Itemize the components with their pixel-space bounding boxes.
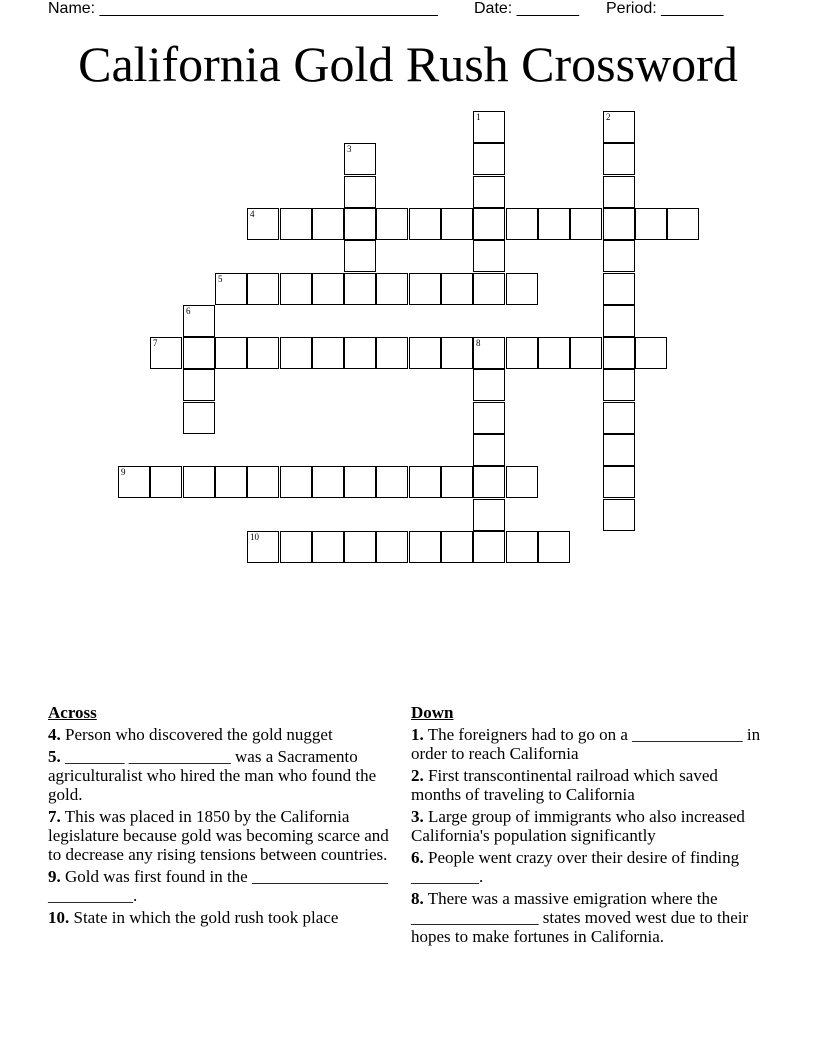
crossword-cell[interactable] xyxy=(473,337,505,369)
clue-across-9 xyxy=(48,867,404,905)
crossword-cell[interactable] xyxy=(603,208,635,240)
crossword-cell[interactable] xyxy=(603,305,635,337)
crossword-cell[interactable] xyxy=(570,208,602,240)
clue-number: 10. xyxy=(48,908,70,927)
crossword-cell[interactable] xyxy=(473,143,505,175)
crossword-cell[interactable] xyxy=(473,434,505,466)
clue-down-6 xyxy=(411,848,771,886)
crossword-cell[interactable] xyxy=(409,273,441,305)
crossword-cell[interactable] xyxy=(473,402,505,434)
clue-number-label: 2 xyxy=(606,112,611,122)
crossword-cell[interactable] xyxy=(538,531,570,563)
date-field[interactable]: Date: _______ xyxy=(474,0,579,17)
clue-down-1 xyxy=(411,725,771,763)
crossword-cell[interactable] xyxy=(441,273,473,305)
crossword-cell[interactable] xyxy=(409,531,441,563)
clue-across-10 xyxy=(48,908,404,927)
crossword-cell[interactable] xyxy=(506,466,538,498)
crossword-cell[interactable] xyxy=(473,531,505,563)
clue-text: The foreigners had to go on a _____________ in order to reach California xyxy=(411,725,761,763)
crossword-cell[interactable] xyxy=(183,402,215,434)
clue-number-label: 6 xyxy=(186,306,191,316)
crossword-cell[interactable] xyxy=(538,337,570,369)
crossword-cell[interactable] xyxy=(280,208,312,240)
clue-text: State in which the gold rush took place xyxy=(73,908,339,927)
crossword-cell[interactable] xyxy=(441,337,473,369)
crossword-cell[interactable] xyxy=(441,208,473,240)
crossword-cell[interactable] xyxy=(473,369,505,401)
clue-number: 5. xyxy=(48,747,61,766)
crossword-cell[interactable] xyxy=(215,273,247,305)
crossword-cell[interactable] xyxy=(344,143,376,175)
crossword-cell[interactable] xyxy=(667,208,699,240)
crossword-cell[interactable] xyxy=(538,208,570,240)
crossword-cell[interactable] xyxy=(506,273,538,305)
clue-number: 7. xyxy=(48,807,61,826)
crossword-cell[interactable] xyxy=(280,466,312,498)
crossword-cell[interactable] xyxy=(506,531,538,563)
crossword-cell[interactable] xyxy=(376,531,408,563)
crossword-cell[interactable] xyxy=(473,466,505,498)
clue-number-label: 4 xyxy=(250,209,255,219)
clue-across-4 xyxy=(48,725,404,744)
crossword-cell[interactable] xyxy=(247,466,279,498)
crossword-cell[interactable] xyxy=(603,499,635,531)
clue-text: Person who discovered the gold nugget xyxy=(65,725,333,744)
crossword-cell[interactable] xyxy=(570,337,602,369)
crossword-cell[interactable] xyxy=(312,337,344,369)
crossword-cell[interactable] xyxy=(312,273,344,305)
crossword-cell[interactable] xyxy=(603,273,635,305)
crossword-cell[interactable] xyxy=(603,240,635,272)
crossword-cell[interactable] xyxy=(603,176,635,208)
crossword-cell[interactable] xyxy=(150,466,182,498)
crossword-cell[interactable] xyxy=(603,402,635,434)
crossword-cell[interactable] xyxy=(247,337,279,369)
clue-down-3 xyxy=(411,807,771,845)
clue-text: There was a massive emigration where the _______________ states moved west due to their hopes to make fortunes in California. xyxy=(411,889,749,946)
clue-number-label: 5 xyxy=(218,274,223,284)
crossword-cell[interactable] xyxy=(603,466,635,498)
crossword-cell[interactable] xyxy=(215,337,247,369)
clue-number-label: 8 xyxy=(476,338,481,348)
clue-text: This was placed in 1850 by the California legislature because gold was becoming scarce and to decrease any rising tensions between countries. xyxy=(48,807,389,864)
name-field[interactable]: Name: ______________________________________ xyxy=(48,0,438,17)
down-clues xyxy=(411,703,771,949)
clue-number: 2. xyxy=(411,766,424,785)
across-clues xyxy=(48,703,404,930)
clue-text: People went crazy over their desire of finding ________. xyxy=(411,848,740,886)
crossword-cell[interactable] xyxy=(312,466,344,498)
crossword-cell[interactable] xyxy=(183,337,215,369)
crossword-cell[interactable] xyxy=(215,466,247,498)
crossword-cell[interactable] xyxy=(603,337,635,369)
clue-down-8 xyxy=(411,889,771,946)
down-heading: Down xyxy=(411,703,454,722)
crossword-cell[interactable] xyxy=(473,176,505,208)
clue-number-label: 1 xyxy=(476,112,481,122)
crossword-cell[interactable] xyxy=(280,273,312,305)
crossword-cell[interactable] xyxy=(441,466,473,498)
clue-text: _______ ____________ was a Sacramento agriculturalist who hired the man who found the gold. xyxy=(48,747,377,804)
crossword-cell[interactable] xyxy=(183,369,215,401)
crossword-cell[interactable] xyxy=(409,208,441,240)
crossword-cell[interactable] xyxy=(280,531,312,563)
clue-text: Large group of immigrants who also increased California's population significantly xyxy=(411,807,745,845)
clue-number-label: 3 xyxy=(347,144,352,154)
crossword-cell[interactable] xyxy=(473,273,505,305)
period-field[interactable]: Period: _______ xyxy=(606,0,724,17)
clue-number: 9. xyxy=(48,867,61,886)
clue-text: First transcontinental railroad which saved months of traveling to California xyxy=(411,766,718,804)
crossword-cell[interactable] xyxy=(473,499,505,531)
clue-number: 8. xyxy=(411,889,424,908)
clue-number-label: 9 xyxy=(121,467,126,477)
crossword-cell[interactable] xyxy=(409,337,441,369)
clue-number: 4. xyxy=(48,725,61,744)
clue-down-2 xyxy=(411,766,771,804)
crossword-cell[interactable] xyxy=(603,434,635,466)
clue-number: 3. xyxy=(411,807,424,826)
crossword-cell[interactable] xyxy=(150,337,182,369)
clue-text: Gold was first found in the ________________ __________. xyxy=(48,867,388,905)
clue-number: 6. xyxy=(411,848,424,867)
clue-number: 1. xyxy=(411,725,424,744)
crossword-cell[interactable] xyxy=(376,466,408,498)
crossword-cell[interactable] xyxy=(473,111,505,143)
crossword-cell[interactable] xyxy=(344,240,376,272)
crossword-cell[interactable] xyxy=(344,273,376,305)
crossword-cell[interactable] xyxy=(344,337,376,369)
crossword-cell[interactable] xyxy=(344,531,376,563)
clue-across-7 xyxy=(48,807,404,864)
crossword-cell[interactable] xyxy=(247,531,279,563)
across-heading: Across xyxy=(48,703,97,722)
crossword-cell[interactable] xyxy=(376,337,408,369)
crossword-cell[interactable] xyxy=(635,208,667,240)
crossword-cell[interactable] xyxy=(183,305,215,337)
crossword-cell[interactable] xyxy=(376,208,408,240)
crossword-cell[interactable] xyxy=(603,111,635,143)
crossword-cell[interactable] xyxy=(473,208,505,240)
crossword-cell[interactable] xyxy=(312,531,344,563)
crossword-cell[interactable] xyxy=(312,208,344,240)
clue-across-5 xyxy=(48,747,404,804)
crossword-cell[interactable] xyxy=(409,466,441,498)
crossword-cell[interactable] xyxy=(376,273,408,305)
crossword-cell[interactable] xyxy=(118,466,150,498)
crossword-cell[interactable] xyxy=(247,208,279,240)
crossword-cell[interactable] xyxy=(506,208,538,240)
crossword-cell[interactable] xyxy=(506,337,538,369)
crossword-cell[interactable] xyxy=(247,273,279,305)
crossword-cell[interactable] xyxy=(441,531,473,563)
clue-number-label: 7 xyxy=(153,338,158,348)
crossword-cell[interactable] xyxy=(344,208,376,240)
crossword-cell[interactable] xyxy=(280,337,312,369)
crossword-cell[interactable] xyxy=(635,337,667,369)
crossword-cell[interactable] xyxy=(473,240,505,272)
clue-number-label: 10 xyxy=(250,532,259,542)
crossword-cell[interactable] xyxy=(183,466,215,498)
crossword-cell[interactable] xyxy=(603,143,635,175)
page-title: California Gold Rush Crossword xyxy=(78,36,738,92)
crossword-cell[interactable] xyxy=(344,176,376,208)
crossword-cell[interactable] xyxy=(344,466,376,498)
crossword-cell[interactable] xyxy=(603,369,635,401)
